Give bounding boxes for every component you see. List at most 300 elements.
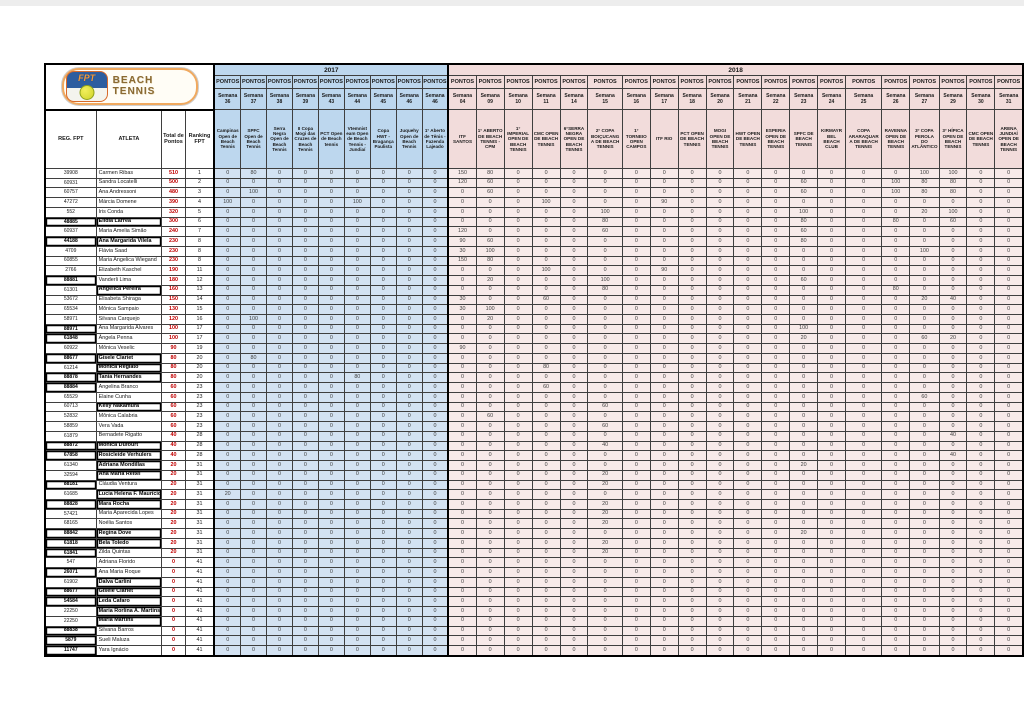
points-cell: 0 (266, 169, 292, 179)
points-cell: 0 (734, 276, 762, 286)
points-cell: 80 (790, 237, 818, 247)
points-cell: 0 (560, 344, 588, 354)
points-cell: 0 (504, 237, 532, 247)
points-cell: 0 (588, 353, 622, 363)
points-cell: 0 (790, 538, 818, 548)
points-cell: 0 (396, 568, 422, 578)
ranking-value: 31 (185, 509, 214, 519)
points-cell: 0 (266, 198, 292, 208)
athlete-name: Vera Vada (96, 422, 162, 432)
points-cell: 0 (370, 334, 396, 344)
points-cell: 0 (396, 616, 422, 626)
points-cell: 0 (790, 597, 818, 607)
points-cell: 0 (292, 577, 318, 587)
points-cell: 0 (560, 431, 588, 441)
points-cell: 0 (995, 207, 1023, 217)
points-cell: 0 (939, 519, 967, 529)
points-cell: 0 (560, 392, 588, 402)
reg-cell: 88878 (45, 373, 96, 383)
athlete-name: Sandra Locatelli (96, 178, 162, 188)
points-cell: 0 (762, 285, 790, 295)
points-cell: 0 (292, 198, 318, 208)
points-cell: 80 (532, 363, 560, 373)
points-cell: 0 (422, 519, 448, 529)
points-cell: 0 (292, 217, 318, 227)
points-cell: 0 (734, 451, 762, 461)
points-cell: 0 (344, 616, 370, 626)
points-cell: 0 (622, 422, 650, 432)
points-cell: 0 (650, 295, 678, 305)
points-cell: 0 (241, 373, 267, 383)
points-cell: 0 (344, 295, 370, 305)
points-cell: 0 (241, 207, 267, 217)
total-points: 300 (162, 217, 185, 227)
athlete-name: Mônica Calabria (96, 412, 162, 422)
ranking-value: 31 (185, 480, 214, 490)
points-cell: 0 (650, 353, 678, 363)
reg-cell: 61685 (45, 490, 96, 500)
semana-header-43: Semana 43 (318, 89, 344, 110)
points-cell: 0 (292, 616, 318, 626)
points-cell: 0 (292, 363, 318, 373)
total-points: 60 (162, 422, 185, 432)
points-cell: 0 (588, 392, 622, 402)
points-cell: 0 (241, 499, 267, 509)
total-points: 20 (162, 490, 185, 500)
points-cell: 0 (622, 237, 650, 247)
points-cell: 0 (790, 645, 818, 655)
points-cell: 0 (995, 188, 1023, 198)
points-cell: 0 (995, 480, 1023, 490)
semana-header-22: Semana 22 (762, 89, 790, 110)
reg-cell: 552 (45, 207, 96, 217)
points-cell: 0 (910, 412, 939, 422)
points-cell: 0 (622, 509, 650, 519)
points-cell: 0 (396, 607, 422, 617)
points-cell: 0 (476, 402, 504, 412)
points-cell: 0 (560, 227, 588, 237)
points-cell: 0 (706, 636, 734, 646)
points-cell: 0 (939, 256, 967, 266)
points-cell: 0 (734, 305, 762, 315)
points-cell: 0 (476, 558, 504, 568)
tournament-header: PCT Open de Beach tennis (318, 110, 344, 169)
points-cell: 0 (734, 246, 762, 256)
points-cell: 0 (292, 266, 318, 276)
tournament-header: 1° Aberto de Tênis - Fazenda Lajeado (422, 110, 448, 169)
points-cell: 0 (882, 422, 910, 432)
total-points: 100 (162, 334, 185, 344)
points-cell: 0 (995, 246, 1023, 256)
table-row (45, 383, 1023, 393)
points-cell: 0 (214, 480, 240, 490)
points-cell: 0 (846, 480, 882, 490)
pontos-header: PONTOS (266, 76, 292, 89)
logo-wordmark (113, 76, 156, 97)
points-cell: 0 (396, 363, 422, 373)
points-cell: 0 (762, 616, 790, 626)
points-cell: 0 (650, 645, 678, 655)
points-cell: 0 (422, 412, 448, 422)
points-cell: 0 (967, 256, 995, 266)
points-cell: 0 (882, 499, 910, 509)
points-cell: 0 (266, 383, 292, 393)
points-cell: 0 (266, 237, 292, 247)
points-cell: 0 (818, 499, 846, 509)
points-cell: 0 (504, 480, 532, 490)
points-cell: 0 (214, 353, 240, 363)
points-cell: 0 (706, 305, 734, 315)
points-cell: 0 (214, 441, 240, 451)
points-cell: 0 (678, 431, 706, 441)
points-cell: 0 (532, 392, 560, 402)
semana-header-04: Semana 04 (448, 89, 476, 110)
points-cell: 0 (650, 470, 678, 480)
points-cell: 0 (650, 548, 678, 558)
points-cell: 0 (370, 227, 396, 237)
tournament-header: SPFC Open de Beach Tennis (241, 110, 267, 169)
tennis-ball-icon (79, 85, 94, 100)
points-cell: 0 (476, 295, 504, 305)
points-cell: 20 (910, 207, 939, 217)
table-row (45, 402, 1023, 412)
semana-header-44: Semana 44 (344, 89, 370, 110)
points-cell: 0 (622, 324, 650, 334)
points-cell: 0 (818, 577, 846, 587)
points-cell: 0 (370, 587, 396, 597)
points-cell: 0 (762, 373, 790, 383)
points-cell: 0 (678, 198, 706, 208)
points-cell: 0 (622, 334, 650, 344)
points-cell: 0 (370, 480, 396, 490)
table-row (45, 353, 1023, 363)
points-cell: 0 (476, 480, 504, 490)
points-cell: 0 (622, 529, 650, 539)
points-cell: 0 (422, 237, 448, 247)
points-cell: 0 (790, 344, 818, 354)
year-band-2018: 2018 (448, 64, 1023, 76)
points-cell: 0 (370, 178, 396, 188)
pontos-header: PONTOS (241, 76, 267, 89)
points-cell: 0 (532, 431, 560, 441)
points-cell: 0 (622, 227, 650, 237)
points-cell: 0 (650, 431, 678, 441)
ranking-value: 13 (185, 285, 214, 295)
semana-header-46: Semana 46 (396, 89, 422, 110)
points-cell: 0 (370, 607, 396, 617)
points-cell: 0 (910, 587, 939, 597)
points-cell: 0 (292, 490, 318, 500)
total-points: 20 (162, 519, 185, 529)
points-cell: 0 (967, 402, 995, 412)
points-cell: 0 (910, 636, 939, 646)
total-points: 160 (162, 285, 185, 295)
points-cell: 0 (476, 519, 504, 529)
table-row (45, 431, 1023, 441)
points-cell: 0 (318, 548, 344, 558)
points-cell: 0 (532, 315, 560, 325)
athlete-name: Carmen Ribas (96, 169, 162, 179)
points-cell: 0 (292, 178, 318, 188)
points-cell: 0 (910, 353, 939, 363)
points-cell: 100 (939, 207, 967, 217)
points-cell: 0 (588, 169, 622, 179)
table-row (45, 587, 1023, 597)
points-cell: 0 (706, 470, 734, 480)
points-cell: 0 (448, 276, 476, 286)
points-cell: 0 (818, 188, 846, 198)
points-cell: 0 (790, 266, 818, 276)
athlete-name: Angelica Pereira (96, 285, 162, 295)
points-cell: 0 (762, 519, 790, 529)
points-cell: 0 (910, 490, 939, 500)
points-cell: 0 (214, 237, 240, 247)
points-cell: 0 (292, 645, 318, 655)
points-cell: 0 (560, 645, 588, 655)
points-cell: 0 (344, 207, 370, 217)
points-cell: 0 (241, 451, 267, 461)
points-cell: 0 (214, 587, 240, 597)
points-cell: 0 (678, 645, 706, 655)
points-cell: 0 (588, 431, 622, 441)
points-cell: 0 (396, 587, 422, 597)
points-cell: 0 (448, 363, 476, 373)
reg-cell: 4709 (45, 246, 96, 256)
points-cell: 0 (370, 256, 396, 266)
points-cell: 0 (292, 373, 318, 383)
points-cell: 0 (706, 626, 734, 636)
points-cell: 0 (396, 558, 422, 568)
points-cell: 0 (967, 470, 995, 480)
points-cell: 0 (318, 616, 344, 626)
ranking-value: 2 (185, 178, 214, 188)
ranking-value: 17 (185, 324, 214, 334)
points-cell: 0 (678, 383, 706, 393)
points-cell: 0 (882, 577, 910, 587)
points-cell: 0 (910, 519, 939, 529)
athlete-name: Maria Rorlina A. Martins (96, 607, 162, 617)
points-cell: 0 (882, 315, 910, 325)
points-cell: 0 (790, 577, 818, 587)
table-row (45, 470, 1023, 480)
points-cell: 0 (762, 392, 790, 402)
table-row (45, 237, 1023, 247)
points-cell: 0 (939, 558, 967, 568)
points-cell: 0 (532, 178, 560, 188)
points-cell: 0 (650, 315, 678, 325)
points-cell: 0 (266, 217, 292, 227)
points-cell: 0 (650, 169, 678, 179)
athlete-name: Noélia Santos (96, 519, 162, 529)
points-cell: 0 (292, 324, 318, 334)
points-cell: 0 (910, 480, 939, 490)
points-cell: 0 (882, 509, 910, 519)
points-cell: 0 (734, 412, 762, 422)
points-cell: 0 (678, 529, 706, 539)
points-cell: 0 (370, 461, 396, 471)
points-cell: 0 (266, 188, 292, 198)
pontos-header: PONTOS (344, 76, 370, 89)
points-cell: 0 (818, 344, 846, 354)
points-cell: 0 (790, 509, 818, 519)
points-cell: 0 (292, 451, 318, 461)
points-cell: 0 (370, 207, 396, 217)
points-cell: 100 (532, 198, 560, 208)
points-cell: 0 (532, 597, 560, 607)
points-cell: 0 (344, 334, 370, 344)
points-cell: 0 (939, 490, 967, 500)
ranking-value: 41 (185, 558, 214, 568)
points-cell: 0 (241, 616, 267, 626)
points-cell: 0 (790, 548, 818, 558)
points-cell: 0 (622, 519, 650, 529)
points-cell: 0 (241, 607, 267, 617)
points-cell: 0 (344, 315, 370, 325)
points-cell: 0 (292, 548, 318, 558)
points-cell: 0 (448, 587, 476, 597)
points-cell: 0 (588, 246, 622, 256)
points-cell: 0 (734, 266, 762, 276)
points-cell: 0 (910, 607, 939, 617)
points-cell: 0 (241, 402, 267, 412)
points-cell: 0 (422, 441, 448, 451)
points-cell: 0 (995, 461, 1023, 471)
points-cell: 0 (910, 422, 939, 432)
points-cell: 0 (762, 169, 790, 179)
points-cell: 0 (846, 334, 882, 344)
athlete-name: Regina Dove (96, 529, 162, 539)
points-cell: 0 (910, 577, 939, 587)
points-cell: 0 (266, 305, 292, 315)
athlete-name: Monica Regiato (96, 363, 162, 373)
points-cell: 0 (846, 607, 882, 617)
points-cell: 0 (790, 305, 818, 315)
points-cell: 0 (292, 334, 318, 344)
total-points: 80 (162, 353, 185, 363)
points-cell: 0 (967, 295, 995, 305)
points-cell: 0 (396, 636, 422, 646)
points-cell: 0 (448, 626, 476, 636)
points-cell: 0 (734, 499, 762, 509)
reg-cell: 60931 (45, 178, 96, 188)
points-cell: 0 (241, 568, 267, 578)
points-cell: 0 (939, 353, 967, 363)
points-cell: 0 (318, 558, 344, 568)
points-cell: 0 (422, 431, 448, 441)
athlete-name: Kelly Nakamura (96, 402, 162, 412)
points-cell: 0 (818, 645, 846, 655)
ranking-value: 16 (185, 315, 214, 325)
points-cell: 0 (504, 295, 532, 305)
points-cell: 0 (650, 597, 678, 607)
points-cell: 100 (790, 207, 818, 217)
window-top-strip (0, 0, 1024, 6)
reg-cell: 32594 (45, 470, 96, 480)
reg-cell: 22250 (45, 607, 96, 617)
points-cell: 0 (266, 529, 292, 539)
points-cell: 80 (344, 373, 370, 383)
points-cell: 0 (939, 276, 967, 286)
points-cell: 0 (266, 266, 292, 276)
points-cell: 0 (448, 616, 476, 626)
pontos-header: PONTOS (214, 76, 240, 89)
points-cell: 0 (678, 597, 706, 607)
points-cell: 0 (846, 402, 882, 412)
points-cell: 0 (818, 587, 846, 597)
table-row (45, 519, 1023, 529)
points-cell: 0 (818, 353, 846, 363)
points-cell: 0 (762, 276, 790, 286)
points-cell: 0 (706, 285, 734, 295)
ranking-value: 19 (185, 344, 214, 354)
points-cell: 60 (476, 178, 504, 188)
points-cell: 0 (678, 490, 706, 500)
points-cell: 0 (622, 363, 650, 373)
points-cell: 0 (292, 285, 318, 295)
points-cell: 20 (588, 499, 622, 509)
table-row (45, 499, 1023, 509)
points-cell: 0 (734, 558, 762, 568)
points-cell: 0 (318, 353, 344, 363)
points-cell: 0 (650, 217, 678, 227)
points-cell: 0 (266, 315, 292, 325)
points-cell: 0 (370, 198, 396, 208)
points-cell: 0 (939, 237, 967, 247)
points-cell: 0 (370, 402, 396, 412)
points-cell: 0 (790, 295, 818, 305)
points-cell: 0 (706, 198, 734, 208)
points-cell: 0 (560, 402, 588, 412)
points-cell: 0 (504, 402, 532, 412)
points-cell: 0 (706, 509, 734, 519)
points-cell: 0 (678, 568, 706, 578)
tournament-header: 1° TORNEIO OPEN CAMPOS (622, 110, 650, 169)
pontos-header: PONTOS (292, 76, 318, 89)
points-cell: 0 (995, 353, 1023, 363)
points-cell: 0 (504, 636, 532, 646)
points-cell: 0 (214, 305, 240, 315)
points-cell: 0 (396, 402, 422, 412)
points-cell: 0 (622, 402, 650, 412)
points-cell: 0 (448, 577, 476, 587)
athlete-name: Maria Angelica Wiegand (96, 256, 162, 266)
athlete-name: Lucia Helena F. Maurício (96, 490, 162, 500)
points-cell: 0 (396, 178, 422, 188)
points-cell: 0 (560, 480, 588, 490)
athlete-name: Cláudia Ventura (96, 480, 162, 490)
points-cell: 0 (448, 431, 476, 441)
points-cell: 0 (967, 276, 995, 286)
points-cell: 0 (422, 295, 448, 305)
tournament-header: Campinas Open de Beach Tennis (214, 110, 240, 169)
points-cell: 0 (650, 324, 678, 334)
points-cell: 0 (448, 383, 476, 393)
points-cell: 0 (882, 207, 910, 217)
reg-cell: 58859 (45, 422, 96, 432)
pontos-header: PONTOS (790, 76, 818, 89)
points-cell: 0 (790, 392, 818, 402)
points-cell: 0 (818, 237, 846, 247)
points-cell: 0 (818, 295, 846, 305)
points-cell: 0 (846, 626, 882, 636)
points-cell: 0 (650, 490, 678, 500)
points-cell: 0 (318, 392, 344, 402)
points-cell: 0 (241, 587, 267, 597)
points-cell: 0 (532, 490, 560, 500)
semana-header-26: Semana 26 (882, 89, 910, 110)
reg-cell: 60713 (45, 402, 96, 412)
points-cell: 0 (818, 422, 846, 432)
